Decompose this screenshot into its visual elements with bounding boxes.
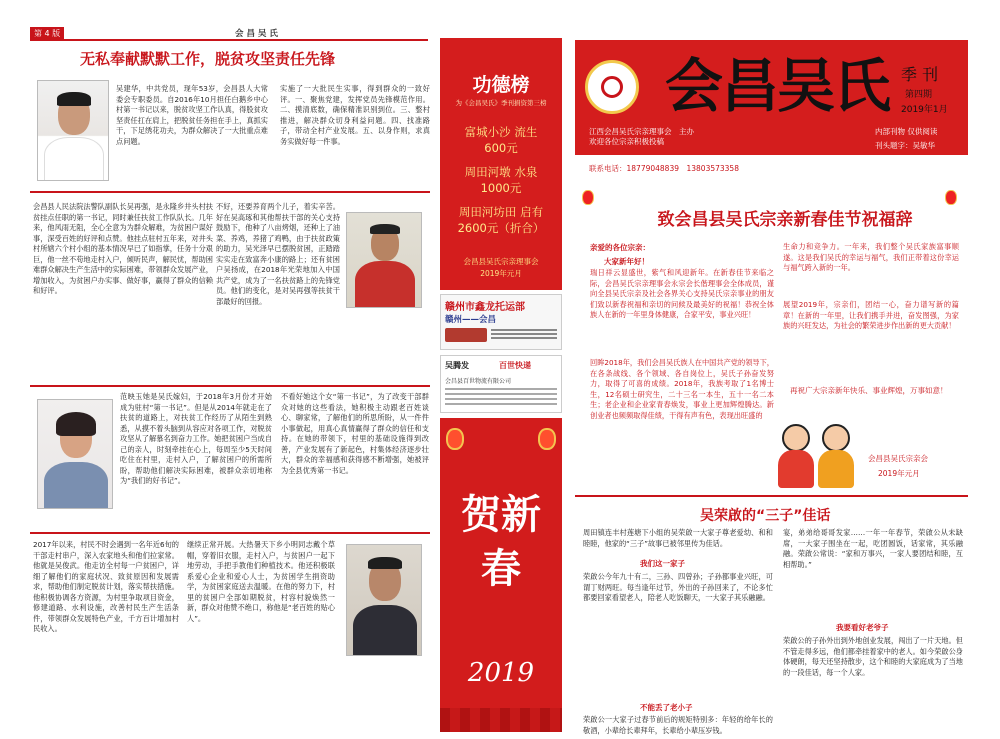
portrait-photo-2 xyxy=(346,212,422,308)
merit-subtitle: 为《会昌吴氏》季刊捐资第三榜 xyxy=(455,99,547,107)
ad-logistics xyxy=(440,294,562,350)
article1-col1: 吴建华，中共党员，现年53岁，会昌县人大常委会专职委员。自2016年10月担任白鹅乡中心村第一书记以来，脱贫攻坚工作认真，得股贫攻坚责任扛在肩上，把脱贫任务担在手上，真抓实干，下足绣花功夫，为群众解决了一大批重点难点问题。 xyxy=(116,84,268,146)
greeting-p2: 回眸2018年，我们会昌吴氏族人在中国共产党的领导下，在各条战线、各个领域、各自岗位上，吴氏子孙奋发努力，取得了可喜的成绩。2018年，我族考取了1名博士生，12名硕士研究生，二十三名一本生，五十一名二本生；老企业和企业家青春焕发，事业上更加辉煌腾达。新创业者也频频取得佳绩，干得有声有色，表现出旺盛的 xyxy=(590,358,774,420)
lantern-icon xyxy=(538,428,556,450)
contact-phone: 联系电话：18779048839 13803573358 xyxy=(589,164,739,173)
story-col2-end: 荣啟公的子孙外出到外地创业发展，闯出了一片天地。但不管走得多远，他们都牵挂着家中的老人。如今荣啟公身体硬朗，每天还坚持散步，这个和睦的大家庭成为了当地的一段佳话，每一个人家。 xyxy=(783,636,963,677)
paper-name-header: 会 昌 吴 氏 xyxy=(235,29,278,39)
ad2-name: 吴腾发 xyxy=(445,361,469,370)
article1-col2: 实施了一大批民生实事，得到群众的一致好评。一、聚焦党建，发挥党员先锋模范作用。二、摸清底数，确保精准识别到位。三、整村推进，解决群众切身利益问题。四、找准路子，带动全村产业发展。五、以身作则，求真务实做好每一件事。 xyxy=(280,84,430,146)
ad2-brand: 百世快递 xyxy=(499,361,531,370)
page-header xyxy=(30,27,428,41)
lantern-icon xyxy=(582,190,594,205)
greeting-salute: 亲爱的各位宗亲： xyxy=(590,243,650,252)
story-subhead-3: 我要看好老爷子 xyxy=(836,623,889,632)
divider xyxy=(575,495,968,497)
article4-col2: 继续正常开展。大热暑天下乡小明同志戴个草帽，穿着旧衣服，走村入户，与贫困户一起下地劳动，手把手教他们种植技术。他还积极联系爱心企业和爱心人士，为贫困学生捐资助学，为贫困家庭送去温暖。在他的努力下，村里的贫困户全部如期脱贫，村容村貌焕然一新，群众对他赞不绝口，称他是“老百姓的贴心人”。 xyxy=(187,540,335,623)
story-col1-intro: 周田镇连丰村莲塘下小组的吴荣啟一大家子尊老爱幼、和和睦睦，他家的“三子”故事已被邻里传为佳话。 xyxy=(583,528,773,548)
masthead xyxy=(575,40,968,155)
internal-note: 内部刊物 仅供阅读 xyxy=(875,127,938,136)
contribution-note: 欢迎各位宗亲积极投稿 xyxy=(589,137,664,146)
greeting-p1: 瑞日祥云显盛世，紫气和风迎新年。在新春佳节来临之际，会昌吴氏宗亲理事会永宗会长偕理事会全体成员，谨向全县吴氏宗亲及社会各界关心支持吴氏宗亲事业的朋友们致以新春祝福和亲切的问候及最美好的祝福！恭祝全体族人在新的一年里身体健康，合家平安，事业兴旺！ xyxy=(590,268,774,319)
story-col2-body: 宴，弟弟给哥哥发家……一年一年春节，荣啟公从未缺席，一大家子围坐在一起，吃团圆饭，话家常，其乐融融。荣啟公常说：“家和万事兴，一家人要团结和睦，互相帮助。” xyxy=(783,528,963,569)
story-title: 吴荣啟的“三子”佳话 xyxy=(700,508,831,524)
ad1-title: 赣州市鑫龙托运部 xyxy=(445,302,525,313)
inscription-credit: 刊头题字：吴敏华 xyxy=(875,141,935,150)
article3-col2: 不看好她这个女“第一书记”，为了改变干部群众对她的这些看法，她积极主动跟老百姓谈心、聊家常，了解他们的所思所盼，从一件件小事做起，用真心真情赢得了群众的信任和支持。在她的带领下，村里的基础设施得到改善，产业发展有了新起色，村集体经济逐步壮大，群众的幸福感和获得感不断增强，她被评为全县优秀第一书记。 xyxy=(281,392,429,475)
divider xyxy=(30,385,430,387)
greeting-calligraphy: 贺新春 xyxy=(461,491,541,592)
donor-amount: 2600元（折合） xyxy=(457,221,545,235)
divider xyxy=(30,191,430,193)
kids-illustration xyxy=(778,420,858,490)
issue-date: 2019年1月 xyxy=(901,105,948,115)
story-subhead-1: 我们这一家子 xyxy=(640,559,685,568)
story-col1-end: 荣啟公一大家子过春节前后的规矩特别多：年轻的给年长的敬酒，小辈给长辈拜年，长辈给小辈压岁钱。 xyxy=(583,715,773,735)
donor-name: 富城小沙 流生 xyxy=(464,125,538,139)
donor-amount: 1000元 xyxy=(480,181,522,195)
left-headline: 无私奉献默默工作，脱贫攻坚责任先锋 xyxy=(80,50,336,68)
lantern-icon xyxy=(446,428,464,450)
greeting-p5: 再祝广大宗亲新年快乐、事业辉煌，万事如意！ xyxy=(790,386,948,395)
greeting-sign-date: 2019年元月 xyxy=(878,469,920,478)
greeting-p3: 生命力和竞争力。一年来，我们整个吴氏家族富事顺遂。这是我们吴氏的幸运与福气，我们正带着这份幸运与福气跨入新的一年。 xyxy=(783,242,959,272)
article2-col1: 会昌县人民法院法警队副队长吴再强，是永隆乡井头村扶贫挂点任职的第一书记，同时兼任扶贫工作队队长。几年来，他风雨无阻，全心全意为为群众解难，为贫困户谋好事，深受百姓的好评和点赞。他挂点驻村五年来，对井头村所辖六个村小组的基本情况早已了如指掌，任务十分艰巨，他一丝不苟地走村入户，倾听民声，解民忧，帮助困难群众解决生产生活中的实际困难，带领群众发展产业，增加收入，为贫困户办实事、做好事，赢得了群众的信赖和好评。 xyxy=(33,202,213,295)
merit-board xyxy=(440,38,562,290)
merit-footer-date: 2019年元月 xyxy=(480,269,522,278)
portrait-photo-3 xyxy=(37,399,113,509)
merit-footer-org: 会昌县吴氏宗亲理事会 xyxy=(463,257,539,266)
merit-title: 功德榜 xyxy=(472,74,530,96)
portrait-photo-1 xyxy=(37,80,109,181)
truck-icon xyxy=(445,328,487,342)
ad-express xyxy=(440,355,562,413)
new-year-poster xyxy=(440,418,562,732)
donor-name: 周田河坊田 启有 xyxy=(458,205,544,219)
ad1-route: 赣州——会昌 xyxy=(445,315,497,325)
emblem-icon xyxy=(585,60,639,114)
issue-number: 第四期 xyxy=(905,90,933,100)
greeting-title: 致会昌县吴氏宗亲新春佳节祝福辞 xyxy=(657,210,913,230)
quarterly-label: 季 刊 xyxy=(901,65,939,84)
host-org: 江西会昌吴氏宗亲理事会 主办 xyxy=(589,127,694,136)
greeting-sign-org: 会昌县吴氏宗亲会 xyxy=(868,454,928,463)
donor-amount: 600元 xyxy=(484,141,518,155)
greeting-p4: 展望2019年，宗亲们，团结一心，奋力谱写新的篇章！在新的一年里，让我们携手并进，奋发图强，为家族的兴旺发达，为社会的繁荣进步作出新的更大贡献！ xyxy=(783,300,959,330)
masthead-title: 会昌吴氏 xyxy=(665,52,890,120)
article4-col1: 2017年以来，村民不时会遇到一名年近6旬的干部走村串户，深入农家地头和他们拉家常。他就是吴俊武。他走访全村每一户贫困户，详细了解他们的家庭状况、致贫原因和发展需求，帮助他们制定脱贫计划，落实帮扶措施。他积极协调各方资源，为村里争取项目资金，修建道路、水利设施，改善村民生产生活条件，带领群众发展特色产业，千方百计增加村民收入。 xyxy=(33,540,179,633)
lantern-icon xyxy=(945,190,957,205)
divider xyxy=(30,532,430,534)
article2-col2: 不好，还要养育两个儿子，着实辛苦。好在吴高琢和其他帮扶干部的关心支持鼓励下，他种了八亩烤烟，还种上了油菜、养鸡，养猪了鸡鸭，由于扶贫政策的助力，吴光泽早已摆脱贫困，正踏踏实实走在致富奔小康的路上；还有贫困户吴扬成，在2018年光荣地加入中国共产党，成为了一名扶贫路上的先锋党员。他们的变化，是对吴再强等扶贫干部最好的回报。 xyxy=(216,202,340,306)
story-col1-body: 荣啟公今年九十有二，三孙、四曾孙；子孙都事业兴旺，可谓丁财两旺。每当逢年过节，外出的子孙回来了，不论多忙都要回家看望老人，陪老人吃饭聊天，一大家子其乐融融。 xyxy=(583,572,773,602)
page-number: 第 4 版 xyxy=(30,27,64,40)
story-subhead-2: 不能丢了老小子 xyxy=(640,703,693,712)
ad2-company: 会昌县百世物流有限公司 xyxy=(445,378,512,385)
donor-list xyxy=(440,124,562,236)
year-calligraphy: 2019 xyxy=(467,658,535,688)
donor-name: 周田河墩 水泉 xyxy=(464,165,538,179)
article3-col1: 范映玉她是吴氏嫁妇，于2018年3月份才开始成为驻村“第一书记”。但是从2014年就走在了扶贫的道路上，对扶贫工作经历了从陌生到熟悉，从摸不着头脑到从容应对各项工作，对脱贫攻坚从了解慕名到奋力工作。她把贫困户当成自己的亲人，时刻牵挂在心上，每周至少5天时间吃住在村里，走村入户，了解贫困户的所需所盼，帮助他们解决实际困难，被群众亲切地称为“我们的好书记”。 xyxy=(120,392,272,485)
portrait-photo-4 xyxy=(346,544,422,656)
greeting-hello: 大家新年好！ xyxy=(604,257,649,266)
